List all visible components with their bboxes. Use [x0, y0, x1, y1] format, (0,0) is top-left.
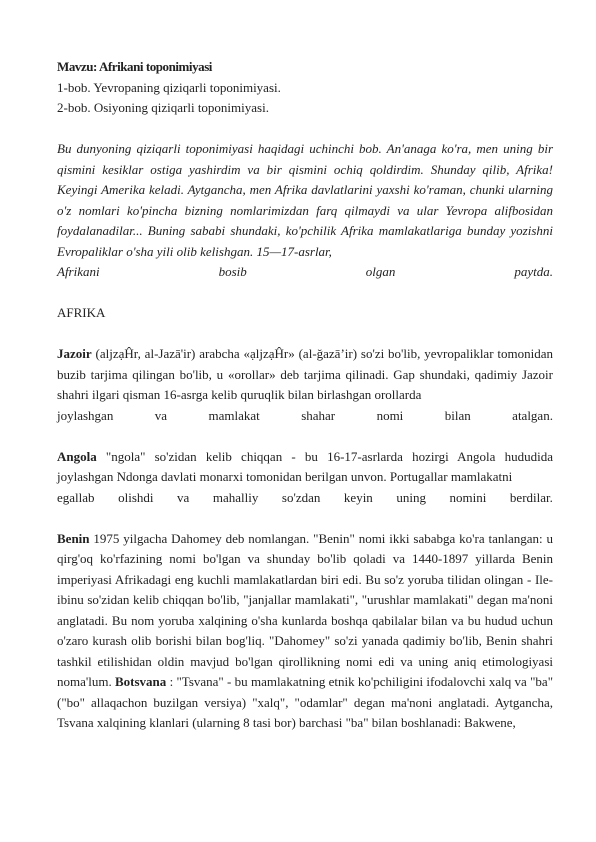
document-page	[57, 57, 553, 734]
word: so'zdan	[281, 489, 321, 505]
spacer	[57, 283, 553, 304]
angola-paragraph	[57, 447, 553, 488]
section-heading: AFRIKA	[57, 305, 106, 320]
spacer	[57, 508, 553, 529]
document-title: Mavzu: Afrikani toponimiyasi	[57, 59, 212, 74]
word: mahalliy	[212, 489, 259, 505]
intro-last-line	[57, 262, 553, 283]
jazoir-paragraph	[57, 344, 553, 406]
word: Afrikani	[57, 264, 100, 279]
jazoir-last-line	[57, 406, 553, 427]
angola-text: "ngola" so'zidan kelib chiqqan - bu 16-17-asrlarda hozirgi Angola hududida joylashgan Ndonga davlati monarxi tomonidan berilgan unvon. Portugallar mamlakatni	[57, 448, 553, 484]
word: mamlakat	[208, 407, 260, 423]
word: egallab	[57, 489, 95, 505]
botsvana-text: : "Tsvana" - bu mamlakatning etnik ko'pchiligini ifodalovchi xalq va "ba" ("bo" allaqachon buzilgan versiya) "xalq", "odamlar" degan ma'noni anglatadi. Aytgancha, Tsvana xalqining klanlari (ularning 8 tasi bor) barchasi "ba" bilan boshlanadi: Bakwene,	[57, 674, 553, 730]
intro-paragraph: Bu dunyoning qiziqarli toponimiyasi haqidagi uchinchi bob. An'anaga ko'ra, men uning bir qismini kesiklar ostiga yashirdim va bir qismini ochiq qoldirdim. Shunday qilib, Afrika! Keyingi Amerika keladi. Aytgancha, men Afrika davlatlarini yaxshi ko'raman, chunki ularning o'z nomlari ko'pincha bizning nomlarimizdan farq qilmaydi va ular Yevropa alifbosidan foydalanadilar... Buning sababi shundaki, ko'pchilik Afrika mamlakatlariga bunday yozishni Evropaliklar o'sha yili olib kelishgan. 15—17-asrlar,	[57, 141, 553, 259]
term-botsvana: Botsvana	[115, 674, 167, 689]
word: bilan	[444, 407, 471, 423]
word: va	[177, 489, 190, 505]
word: joylashgan	[57, 407, 114, 423]
chapter-2: 2-bob. Osiyoning qiziqarli toponimiyasi.	[57, 100, 269, 115]
word: nomini	[449, 489, 487, 505]
word: berdilar.	[509, 489, 553, 505]
word: paytda.	[514, 264, 553, 279]
word: keyin	[343, 489, 373, 505]
benin-text: 1975 yilgacha Dahomey deb nomlangan. "Benin" nomi ikki sababga ko'ra tanlangan: u qirg'oq ko'rfazining nomi bo'lgan va shunday bo'lib qoladi va 1440-1897 yillarda Benin imperiyasi Afrikadagi eng kuchli mamlakatlardan biri edi. Bu so'z yoruba tilidan olingan - Ile-ibinu so'zidan kelib chiqqan bo'lib, "janjallar mamlakati", "urushlar mamlakati" degan ma'noni anglatadi. Bu nom yoruba xalqining o'sha kunlarda boshqa qabilalar bilan va bu hudud uchun o'zaro kurash olib borishi bilan bog'liq. "Dahomey" so'zi yanada qadimiy bo'lib, Benin shahri tashkil etilishidan oldin mavjud bo'lgan qirollikning nomi edi va uning aniq etimologiyasi noma'lum.	[57, 530, 553, 689]
word: olishdi	[118, 489, 154, 505]
spacer	[57, 324, 553, 345]
term-angola: Angola	[57, 448, 97, 464]
word: atalgan.	[512, 407, 553, 423]
word: bosib	[218, 264, 247, 279]
spacer	[57, 426, 553, 447]
word: va	[154, 407, 168, 423]
word: shahar	[301, 407, 336, 423]
jazoir-text: (aljzạĤr, al-Jazā'ir) arabcha «ạljzạĤr» (al-ğazā’ir) so'zi bo'lib, yevropaliklar tomonidan buzib tarjima qilingan bo'lib, u «orollar» deb tarjima qilinadi. Gap shundaki, qadimiy Jazoir shahri ilgari qisman 16-asrga kelib quruqlik bilan birlashgan orollarda	[57, 346, 553, 402]
term-benin: Benin	[57, 530, 90, 546]
word: nomi	[376, 407, 404, 423]
word: uning	[396, 489, 426, 505]
spacer	[57, 119, 553, 140]
benin-paragraph	[57, 529, 553, 734]
word: olgan	[365, 264, 396, 279]
angola-last-line	[57, 488, 553, 509]
chapter-1: 1-bob. Yevropaning qiziqarli toponimiyasi.	[57, 79, 281, 95]
term-jazoir: Jazoir	[57, 346, 92, 361]
